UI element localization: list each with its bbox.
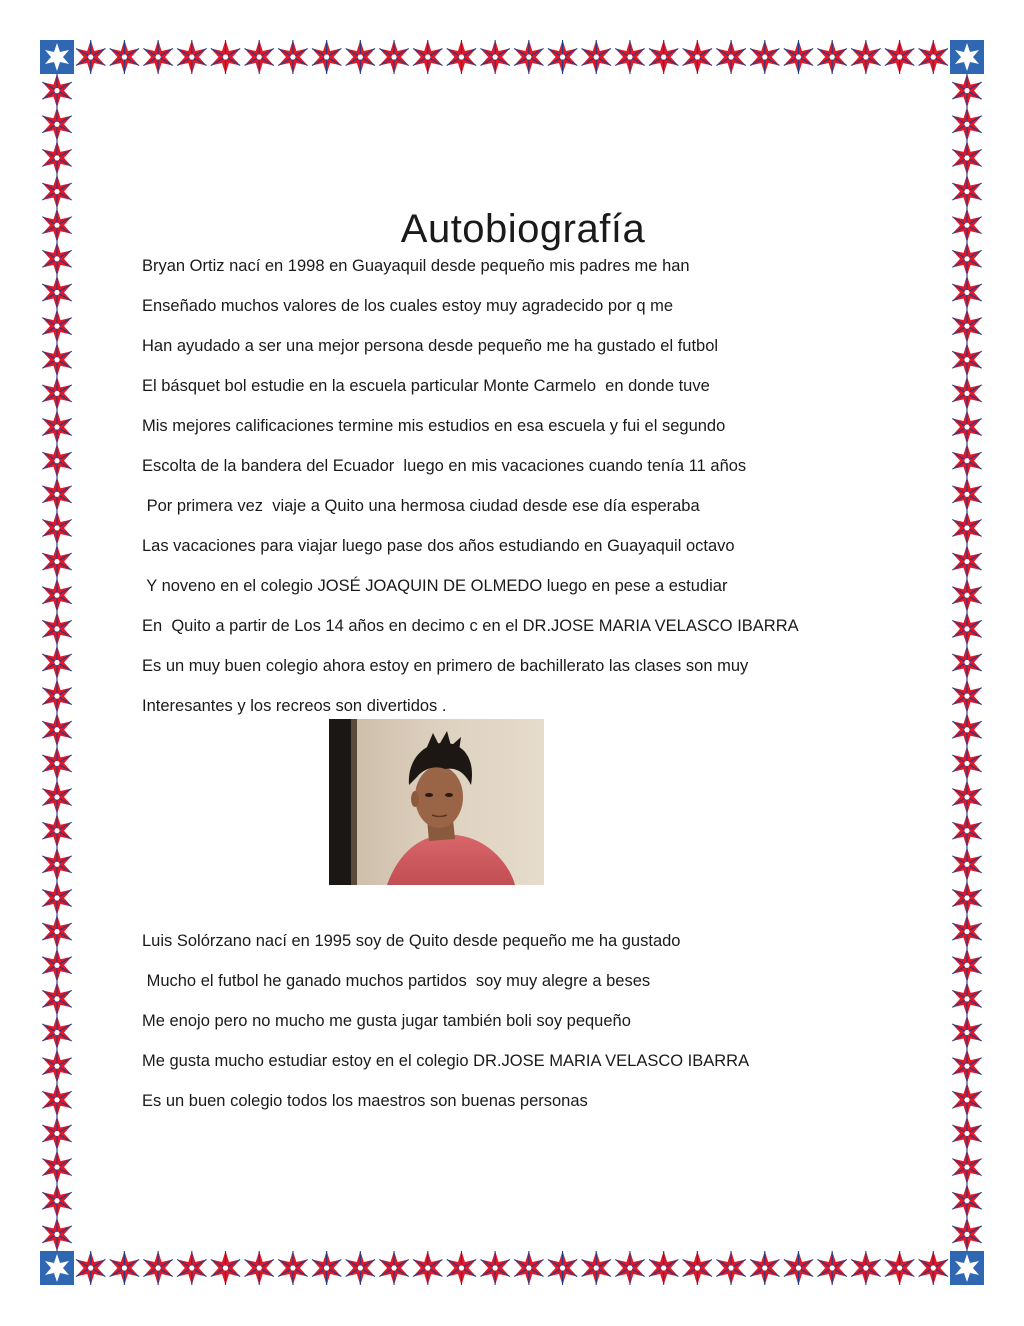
autobiography-paragraph-luis — [142, 921, 882, 1121]
star-icon — [42, 376, 71, 410]
star-icon — [379, 1251, 408, 1285]
star-icon — [42, 141, 71, 175]
star-icon — [42, 881, 71, 915]
text-line: Me gusta mucho estudiar estoy en el colegio DR.JOSE MARIA VELASCO IBARRA — [142, 1052, 750, 1070]
text-line: Escolta de la bandera del Ecuador luego en mis vacaciones cuando tenía 11 años — [142, 457, 747, 475]
star-icon — [750, 1251, 779, 1285]
corner-star-icon — [950, 40, 984, 74]
star-icon — [952, 679, 981, 713]
star-icon — [817, 40, 846, 74]
star-icon — [885, 40, 914, 74]
star-icon — [42, 847, 71, 881]
star-icon — [952, 343, 981, 377]
star-icon — [76, 40, 105, 74]
star-icon — [42, 646, 71, 680]
star-icon — [952, 578, 981, 612]
star-icon — [42, 746, 71, 780]
star-icon — [514, 1251, 543, 1285]
star-icon — [42, 1184, 71, 1218]
star-icon — [42, 612, 71, 646]
star-icon — [42, 982, 71, 1016]
star-icon — [851, 40, 880, 74]
text-line: Interesantes y los recreos son divertidos . — [142, 697, 447, 715]
text-line: En Quito a partir de Los 14 años en decimo c en el DR.JOSE MARIA VELASCO IBARRA — [142, 617, 799, 635]
text-line: Mis mejores calificaciones termine mis estudios en esa escuela y fui el segundo — [142, 417, 726, 435]
star-icon — [480, 40, 509, 74]
star-icon — [42, 1217, 71, 1251]
star-icon — [649, 1251, 678, 1285]
text-line: Es un buen colegio todos los maestros son buenas personas — [142, 1092, 588, 1110]
star-icon — [952, 1217, 981, 1251]
star-icon — [42, 511, 71, 545]
star-icon — [615, 40, 644, 74]
star-icon — [42, 948, 71, 982]
text-line: Me enojo pero no mucho me gusta jugar también boli soy pequeño — [142, 1012, 631, 1030]
star-icon — [817, 1251, 846, 1285]
star-icon — [177, 40, 206, 74]
star-icon — [952, 646, 981, 680]
star-icon — [346, 1251, 375, 1285]
star-icon — [42, 175, 71, 209]
star-icon — [177, 1251, 206, 1285]
star-icon — [42, 343, 71, 377]
text-line: El básquet bol estudie en la escuela particular Monte Carmelo en donde tuve — [142, 377, 710, 395]
star-icon — [952, 275, 981, 309]
star-icon — [683, 40, 712, 74]
star-icon — [42, 1049, 71, 1083]
star-icon — [952, 74, 981, 108]
star-icon — [919, 40, 948, 74]
star-icon — [615, 1251, 644, 1285]
star-icon — [211, 1251, 240, 1285]
star-icon — [42, 679, 71, 713]
star-icon — [952, 1116, 981, 1150]
star-icon — [952, 477, 981, 511]
star-icon — [42, 74, 71, 108]
text-line: Mucho el futbol he ganado muchos partidos soy muy alegre a beses — [142, 972, 651, 990]
star-icon — [143, 40, 172, 74]
star-icon — [447, 1251, 476, 1285]
text-line: Y noveno en el colegio JOSÉ JOAQUIN DE OLMEDO luego en pese a estudiar — [142, 577, 728, 595]
star-icon — [42, 107, 71, 141]
star-icon — [278, 1251, 307, 1285]
star-icon — [952, 175, 981, 209]
star-icon — [245, 1251, 274, 1285]
star-icon — [784, 1251, 813, 1285]
star-icon — [42, 444, 71, 478]
star-icon — [312, 40, 341, 74]
star-icon — [42, 1083, 71, 1117]
text-line: Enseñado muchos valores de los cuales estoy muy agradecido por q me — [142, 297, 674, 315]
star-icon — [42, 1150, 71, 1184]
star-icon — [952, 511, 981, 545]
star-icon — [42, 1016, 71, 1050]
star-icon — [952, 780, 981, 814]
star-icon — [919, 1251, 948, 1285]
star-icon — [346, 40, 375, 74]
star-icon — [42, 410, 71, 444]
star-icon — [952, 1083, 981, 1117]
star-icon — [42, 275, 71, 309]
star-icon — [245, 40, 274, 74]
star-icon — [952, 141, 981, 175]
star-icon — [42, 814, 71, 848]
star-icon — [716, 1251, 745, 1285]
star-icon — [952, 410, 981, 444]
star-icon — [110, 40, 139, 74]
star-icon — [952, 1150, 981, 1184]
star-icon — [851, 1251, 880, 1285]
star-icon — [952, 376, 981, 410]
star-icon — [42, 915, 71, 949]
star-icon — [952, 713, 981, 747]
star-icon — [42, 477, 71, 511]
star-icon — [683, 1251, 712, 1285]
star-icon — [110, 1251, 139, 1285]
star-icon — [42, 578, 71, 612]
star-icon — [548, 1251, 577, 1285]
star-icon — [952, 847, 981, 881]
star-icon — [952, 915, 981, 949]
star-icon — [649, 40, 678, 74]
star-icon — [952, 948, 981, 982]
star-icon — [42, 545, 71, 579]
star-icon — [42, 780, 71, 814]
star-icon — [952, 746, 981, 780]
text-line: Han ayudado a ser una mejor persona desde pequeño me ha gustado el futbol — [142, 337, 719, 355]
star-icon — [716, 40, 745, 74]
star-icon — [952, 1184, 981, 1218]
text-line: Bryan Ortiz nací en 1998 en Guayaquil desde pequeño mis padres me han — [142, 257, 690, 275]
star-icon — [143, 1251, 172, 1285]
star-icon — [952, 814, 981, 848]
page-title: Autobiografía — [400, 206, 646, 251]
star-icon — [952, 444, 981, 478]
star-icon — [379, 40, 408, 74]
star-icon — [312, 1251, 341, 1285]
star-icon — [952, 982, 981, 1016]
star-icon — [582, 40, 611, 74]
portrait-photo — [329, 719, 544, 885]
corner-star-icon — [40, 1251, 74, 1285]
star-icon — [952, 1049, 981, 1083]
star-icon — [952, 545, 981, 579]
star-icon — [42, 713, 71, 747]
corner-star-icon — [950, 1251, 984, 1285]
corner-star-icon — [40, 40, 74, 74]
star-icon — [885, 1251, 914, 1285]
star-icon — [952, 107, 981, 141]
text-line: Por primera vez viaje a Quito una hermosa ciudad desde ese día esperaba — [142, 497, 700, 515]
star-icon — [952, 612, 981, 646]
star-icon — [76, 1251, 105, 1285]
autobiography-paragraph-bryan — [142, 246, 882, 726]
star-icon — [447, 40, 476, 74]
star-icon — [480, 1251, 509, 1285]
star-icon — [211, 40, 240, 74]
star-icon — [42, 1116, 71, 1150]
star-icon — [582, 1251, 611, 1285]
star-icon — [413, 1251, 442, 1285]
star-icon — [42, 309, 71, 343]
star-icon — [952, 309, 981, 343]
star-icon — [952, 881, 981, 915]
star-icon — [413, 40, 442, 74]
star-icon — [784, 40, 813, 74]
star-icon — [548, 40, 577, 74]
text-line: Las vacaciones para viajar luego pase dos años estudiando en Guayaquil octavo — [142, 537, 735, 555]
star-icon — [278, 40, 307, 74]
text-line: Luis Solórzano nací en 1995 soy de Quito desde pequeño me ha gustado — [142, 932, 681, 950]
star-icon — [952, 1016, 981, 1050]
text-line: Es un muy buen colegio ahora estoy en primero de bachillerato las clases son muy — [142, 657, 749, 675]
star-icon — [750, 40, 779, 74]
star-icon — [514, 40, 543, 74]
